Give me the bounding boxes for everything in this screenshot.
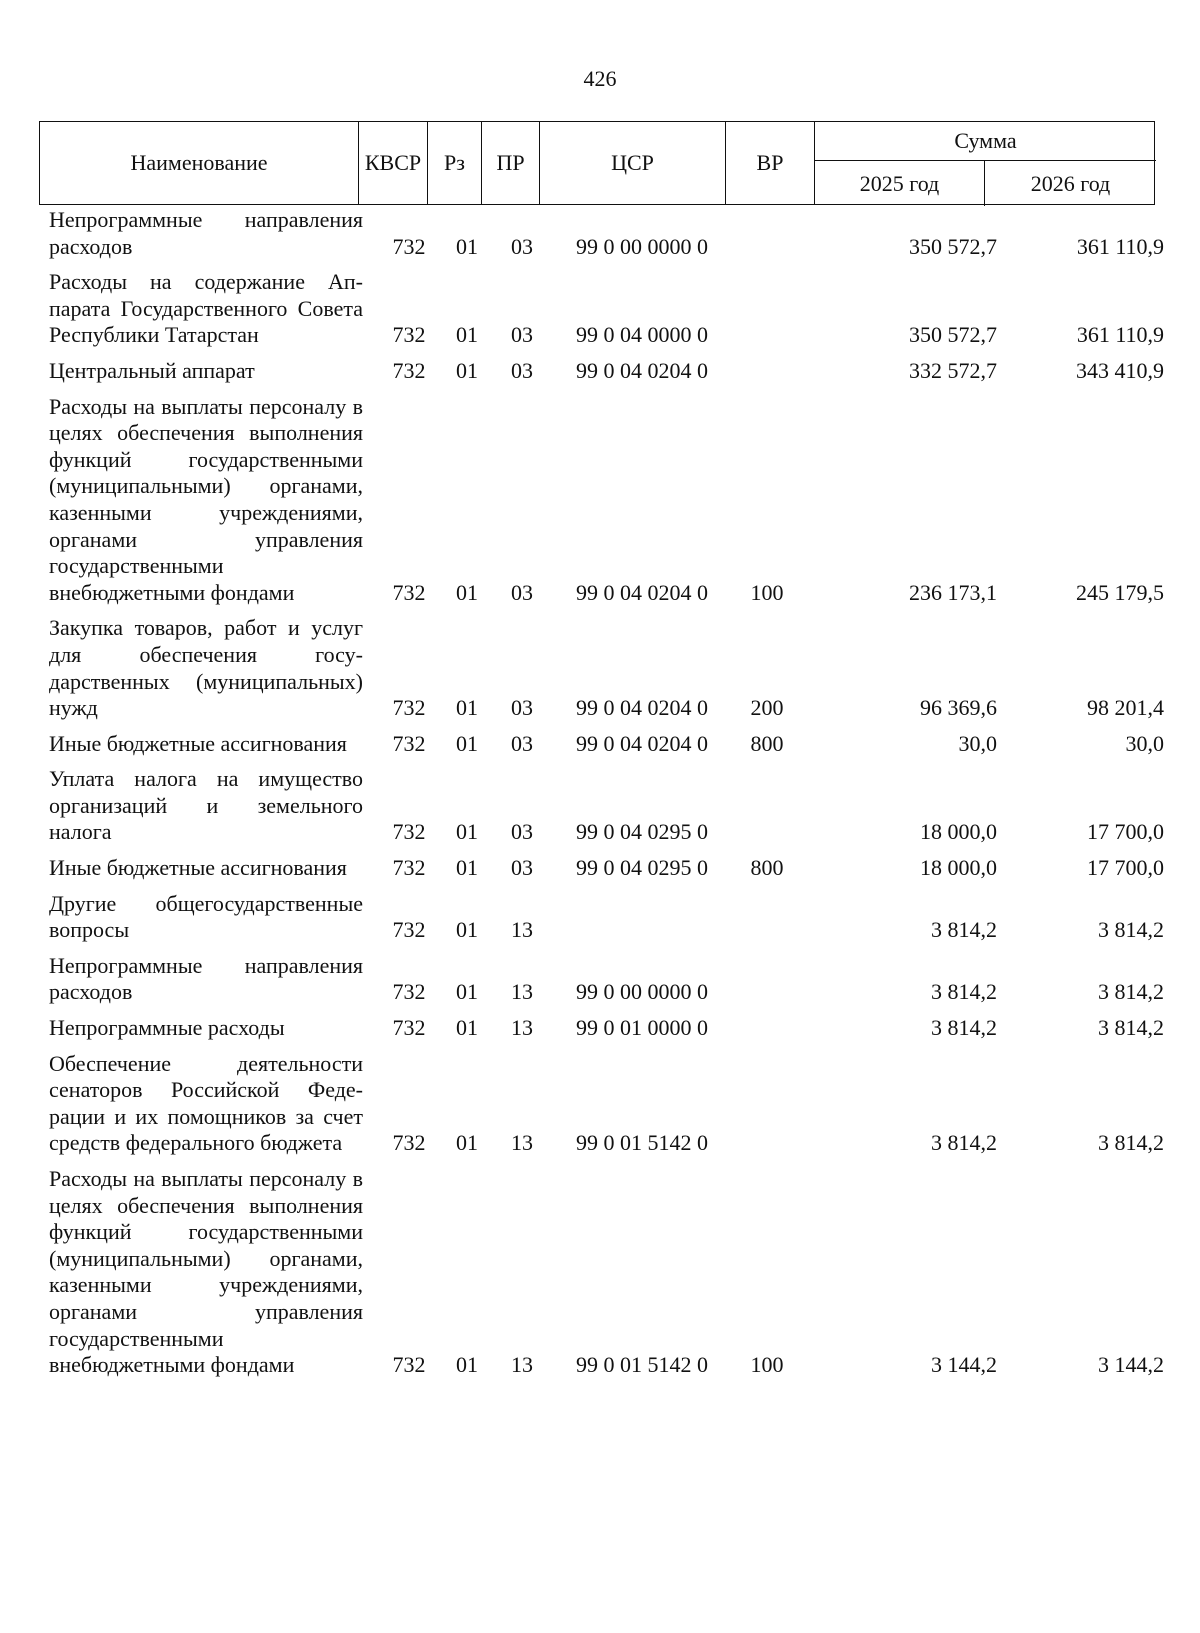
row-kvsr: 732: [392, 1130, 426, 1156]
row-vr: 800: [750, 855, 784, 881]
row-sum-2026: 343 410,9: [1076, 357, 1164, 383]
row-pr: 03: [511, 855, 533, 881]
row-name: Иные бюджетные ассигнования: [49, 730, 347, 756]
row-sum-2025: 96 369,6: [920, 695, 997, 721]
row-name: Расходы на выплаты персоналу в целях обеспечения выполнения функций государственными (муниципальными) органами, казенными учреждениями, органами управления государственными внебюджетными фондами: [49, 1166, 363, 1378]
row-rz: 01: [456, 855, 478, 881]
row-sum-2025: 30,0: [958, 730, 997, 756]
row-rz: 01: [456, 322, 478, 348]
table-row: [0, 358, 1200, 385]
table-row: [0, 891, 1200, 944]
row-csr: 99 0 01 0000 0: [576, 1015, 708, 1041]
row-pr: 13: [511, 1352, 533, 1378]
row-pr: 13: [511, 917, 533, 943]
row-csr: 99 0 00 0000 0: [576, 979, 708, 1005]
row-sum-2026: 361 110,9: [1076, 233, 1164, 259]
row-rz: 01: [456, 819, 478, 845]
header-rz: Рз: [428, 122, 482, 204]
row-rz: 01: [456, 979, 478, 1005]
row-rz: 01: [456, 917, 478, 943]
row-rz: 01: [456, 1130, 478, 1156]
row-vr: 100: [750, 579, 784, 605]
row-rz: 01: [456, 233, 478, 259]
row-rz: 01: [456, 1015, 478, 1041]
row-name: Непрограммные направления расходов: [49, 207, 363, 259]
page-number: 426: [583, 66, 617, 91]
row-sum-2025: 18 000,0: [920, 855, 997, 881]
row-sum-2026: 361 110,9: [1076, 322, 1164, 348]
row-vr: 800: [750, 730, 784, 756]
row-kvsr: 732: [392, 855, 426, 881]
row-kvsr: 732: [392, 357, 426, 383]
table-row: [0, 731, 1200, 758]
row-kvsr: 732: [392, 917, 426, 943]
table-row: [0, 207, 1200, 260]
row-sum-2026: 98 201,4: [1087, 695, 1164, 721]
row-pr: 03: [511, 322, 533, 348]
row-sum-2025: 18 000,0: [920, 819, 997, 845]
row-csr: 99 0 04 0204 0: [576, 357, 708, 383]
table-row: [0, 1166, 1200, 1379]
row-sum-2026: 3 814,2: [1098, 1015, 1164, 1041]
row-pr: 03: [511, 730, 533, 756]
row-sum-2026: 17 700,0: [1087, 855, 1164, 881]
row-kvsr: 732: [392, 695, 426, 721]
header-sum: Сумма: [815, 122, 1156, 161]
row-name: Непрограммные направления расходов: [49, 952, 363, 1005]
row-pr: 03: [511, 357, 533, 383]
row-name: Закупка товаров, работ и услуг для обеспечения государственных (муниципальных) нужд: [49, 615, 363, 721]
row-sum-2025: 3 814,2: [931, 1130, 997, 1156]
row-pr: 03: [511, 579, 533, 605]
row-name: Непрограммные расходы: [49, 1015, 285, 1041]
row-sum-2026: 17 700,0: [1087, 819, 1164, 845]
header-pr: ПР: [482, 122, 540, 204]
row-pr: 03: [511, 695, 533, 721]
header-name: Наименование: [40, 122, 359, 204]
row-name: Расходы на выплаты персоналу в целях обеспечения выполнения функций государственными (муниципальными) органами, казенными учреждениями, органами управления государственными внебюджетными фондами: [49, 393, 363, 605]
table-row: [0, 269, 1200, 349]
row-csr: 99 0 04 0204 0: [576, 579, 708, 605]
row-sum-2026: 245 179,5: [1076, 579, 1164, 605]
row-pr: 13: [511, 1015, 533, 1041]
row-name: Другие общегосударственные вопросы: [49, 890, 363, 943]
row-sum-2025: 350 572,7: [909, 233, 997, 259]
row-sum-2026: 3 814,2: [1098, 917, 1164, 943]
row-csr: 99 0 04 0295 0: [576, 855, 708, 881]
table-row: [0, 953, 1200, 1006]
row-rz: 01: [456, 695, 478, 721]
row-kvsr: 732: [392, 730, 426, 756]
table-row: [0, 1015, 1200, 1042]
table-row: [0, 1051, 1200, 1157]
table-body: [0, 207, 1200, 1388]
row-kvsr: 732: [392, 979, 426, 1005]
table-row: [0, 766, 1200, 846]
row-sum-2025: 3 814,2: [931, 979, 997, 1005]
row-sum-2026: 30,0: [1125, 730, 1164, 756]
row-name: Центральный аппарат: [49, 357, 255, 383]
row-sum-2025: 3 144,2: [931, 1352, 997, 1378]
row-csr: 99 0 04 0204 0: [576, 695, 708, 721]
row-vr: 100: [750, 1352, 784, 1378]
row-csr: 99 0 01 5142 0: [576, 1130, 708, 1156]
row-kvsr: 732: [392, 1352, 426, 1378]
row-sum-2026: 3 144,2: [1098, 1352, 1164, 1378]
header-kvsr: КВСР: [359, 122, 428, 204]
row-kvsr: 732: [392, 579, 426, 605]
row-name: Уплата налога на имущество организаций и земельного налога: [49, 766, 363, 845]
table-row: [0, 855, 1200, 882]
row-rz: 01: [456, 1352, 478, 1378]
table-row: [0, 615, 1200, 721]
row-sum-2025: 3 814,2: [931, 1015, 997, 1041]
row-pr: 13: [511, 1130, 533, 1156]
header-2025: 2025 год: [815, 161, 985, 206]
row-sum-2025: 350 572,7: [909, 322, 997, 348]
header-vr: ВР: [726, 122, 815, 204]
row-rz: 01: [456, 357, 478, 383]
row-kvsr: 732: [392, 322, 426, 348]
row-rz: 01: [456, 579, 478, 605]
row-name: Обеспечение деятельности сенаторов Российской Федерации и их помощников за счет средств федерального бюджета: [49, 1050, 363, 1156]
row-csr: 99 0 04 0295 0: [576, 819, 708, 845]
row-sum-2025: 332 572,7: [909, 357, 997, 383]
row-kvsr: 732: [392, 1015, 426, 1041]
row-pr: 13: [511, 979, 533, 1005]
header-csr: ЦСР: [540, 122, 726, 204]
header-2026: 2026 год: [1030, 170, 1111, 196]
row-sum-2026: 3 814,2: [1098, 1130, 1164, 1156]
row-pr: 03: [511, 819, 533, 845]
row-csr: 99 0 04 0000 0: [576, 322, 708, 348]
row-kvsr: 732: [392, 819, 426, 845]
row-sum-2025: 236 173,1: [909, 579, 997, 605]
row-kvsr: 732: [392, 233, 426, 259]
row-sum-2026: 3 814,2: [1098, 979, 1164, 1005]
row-csr: 99 0 04 0204 0: [576, 730, 708, 756]
row-vr: 200: [750, 695, 784, 721]
row-csr: 99 0 00 0000 0: [576, 233, 708, 259]
row-pr: 03: [511, 233, 533, 259]
row-rz: 01: [456, 730, 478, 756]
row-name: Расходы на содержание Аппарата Государственного Совета Республики Татарстан: [49, 269, 363, 348]
table-row: [0, 394, 1200, 607]
row-sum-2025: 3 814,2: [931, 917, 997, 943]
row-csr: 99 0 01 5142 0: [576, 1352, 708, 1378]
table-header: [39, 121, 1155, 205]
row-name: Иные бюджетные ассигнования: [49, 855, 347, 881]
